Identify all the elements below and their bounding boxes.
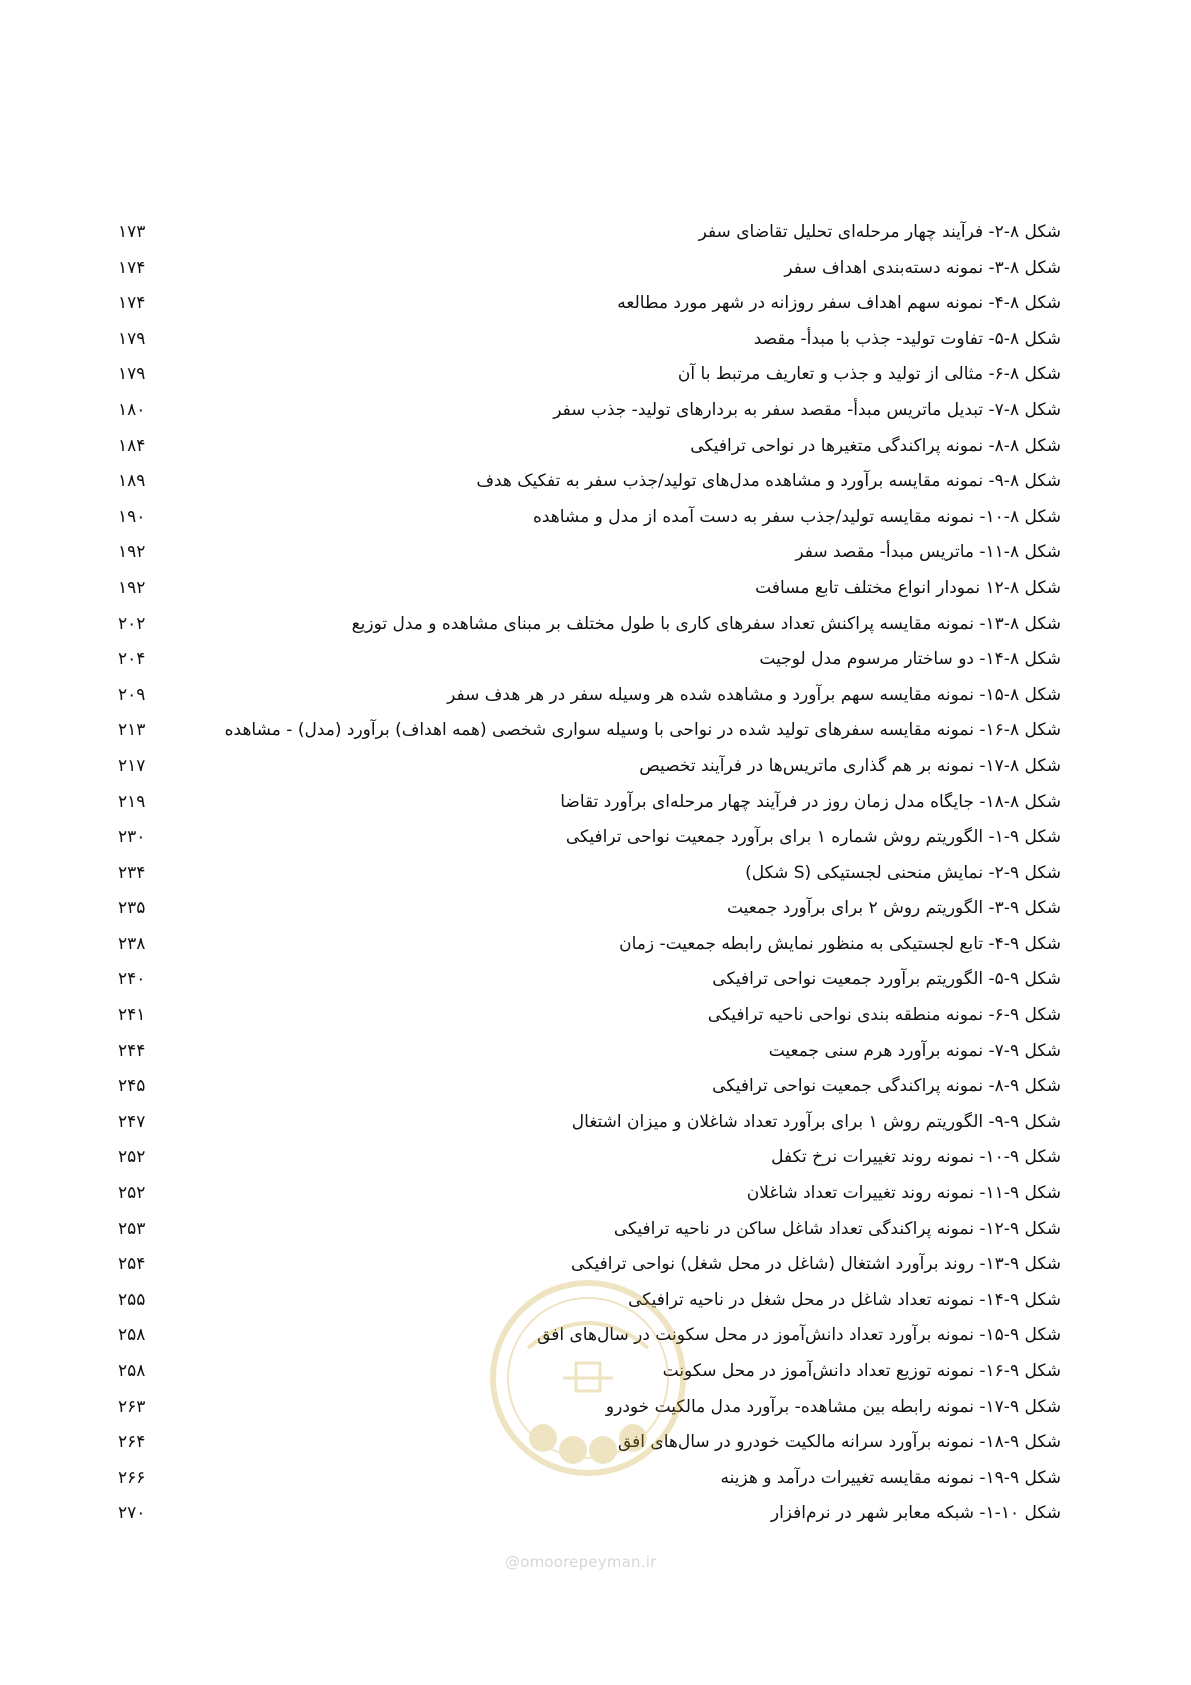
toc-entry[interactable]	[0, 1496, 1191, 1532]
page-number: ۱۷۹	[118, 328, 146, 349]
toc-entry[interactable]	[0, 251, 1191, 287]
toc-entry[interactable]	[0, 678, 1191, 714]
toc-entry[interactable]	[0, 927, 1191, 963]
figure-title: شکل ۸-۱۳- نمونه مقایسه پراکنش تعداد سفرهای کاری با طول مختلف بر مبنای مشاهده و مدل توزیع	[351, 613, 1061, 634]
toc-entry[interactable]	[0, 1034, 1191, 1070]
figure-title: شکل ۸-۱۴- دو ساختار مرسوم مدل لوجیت	[759, 649, 1061, 670]
page-number: ۲۴۰	[118, 969, 146, 990]
page-number: ۱۸۰	[118, 399, 146, 420]
page-number: ۱۹۲	[118, 542, 146, 563]
toc-entry[interactable]	[0, 464, 1191, 500]
figure-title: شکل ۹-۵- الگوریتم برآورد جمعیت نواحی ترافیکی	[712, 969, 1061, 990]
page-number: ۲۷۰	[118, 1503, 146, 1524]
page-number: ۲۵۵	[118, 1289, 146, 1310]
figure-title: شکل ۸-۱۸- جایگاه مدل زمان روز در فرآیند چهار مرحله‌ای برآورد تقاضا	[560, 791, 1061, 812]
page-number: ۲۰۹	[118, 684, 146, 705]
page-number: ۲۳۰	[118, 827, 146, 848]
page-number: ۲۰۲	[118, 613, 146, 634]
page-number: ۲۴۵	[118, 1076, 146, 1097]
page-number: ۱۸۹	[118, 471, 146, 492]
toc-entry[interactable]	[0, 429, 1191, 465]
page-number: ۲۱۳	[118, 720, 146, 741]
page-number: ۲۶۶	[118, 1467, 146, 1488]
figure-title: شکل ۹-۶- نمونه منطقه بندی نواحی ناحیه ترافیکی	[707, 1005, 1061, 1026]
toc-entry[interactable]	[0, 1069, 1191, 1105]
page-number: ۲۴۱	[118, 1005, 146, 1026]
toc-entry[interactable]	[0, 891, 1191, 927]
page-number: ۲۰۴	[118, 649, 146, 670]
page-number: ۲۳۸	[118, 933, 146, 954]
figure-title: شکل ۹-۱۸- نمونه برآورد سرانه مالکیت خودرو در سال‌های افق	[617, 1432, 1061, 1453]
figure-title: شکل ۹-۱۰- نمونه روند تغییرات نرخ تکفل	[771, 1147, 1061, 1168]
page-number: ۲۵۳	[118, 1218, 146, 1239]
page-number: ۲۴۷	[118, 1111, 146, 1132]
figure-title: شکل ۱۰-۱- شبکه معابر شهر در نرم‌افزار	[770, 1503, 1061, 1524]
page-number: ۲۵۴	[118, 1254, 146, 1275]
figure-title: شکل ۸-۱۷- نمونه بر هم گذاری ماتریس‌ها در فرآیند تخصیص	[639, 755, 1061, 776]
toc-entry[interactable]	[0, 785, 1191, 821]
toc-entry[interactable]	[0, 749, 1191, 785]
page-number: ۲۴۴	[118, 1040, 146, 1061]
toc-entry[interactable]	[0, 286, 1191, 322]
page-number: ۲۱۹	[118, 791, 146, 812]
figure-title: شکل ۸-۱۰- نمونه مقایسه تولید/جذب سفر به دست آمده از مدل و مشاهده	[532, 506, 1061, 527]
figure-title: شکل ۸-۶- مثالی از تولید و جذب و تعاریف مرتبط با آن	[677, 364, 1061, 385]
toc-entry[interactable]	[0, 856, 1191, 892]
figure-title: شکل ۹-۱۷- نمونه رابطه بین مشاهده- برآورد مدل مالکیت خودرو	[605, 1396, 1061, 1417]
page-number: ۱۷۳	[118, 222, 146, 242]
page-number: ۲۶۴	[118, 1432, 146, 1453]
figure-title: شکل ۸-۲- فرآیند چهار مرحله‌ای تحلیل تقاضای سفر	[698, 222, 1061, 242]
toc-entry[interactable]	[0, 962, 1191, 998]
figure-title: شکل ۹-۱۶- نمونه توزیع تعداد دانش‌آموز در محل سکونت	[662, 1361, 1061, 1381]
toc-entry[interactable]	[0, 820, 1191, 856]
toc-entry[interactable]	[0, 1212, 1191, 1248]
page-number: ۱۹۰	[118, 506, 146, 527]
figure-title: شکل ۹-۷- نمونه برآورد هرم سنی جمعیت	[768, 1040, 1061, 1061]
figure-title: شکل ۸-۵- تفاوت تولید- جذب با مبدأ- مقصد	[753, 328, 1061, 349]
figure-title: شکل ۹-۲- نمایش منحنی لجستیکی (S شکل)	[745, 862, 1061, 883]
figure-title: شکل ۸-۷- تبدیل ماتریس مبدأ- مقصد سفر به بردارهای تولید- جذب سفر	[553, 399, 1061, 420]
page-number: ۲۵۲	[118, 1183, 146, 1204]
figure-title: شکل ۸-۹- نمونه مقایسه برآورد و مشاهده مدل‌های تولید/جذب سفر به تفکیک هدف	[476, 471, 1061, 492]
figure-title: شکل ۸-۸- نمونه پراکندگی متغیرها در نواحی ترافیکی	[690, 435, 1061, 456]
page-number: ۲۵۸	[118, 1361, 146, 1381]
figure-title: شکل ۸-۴- نمونه سهم اهداف سفر روزانه در شهر مورد مطالعه	[617, 293, 1061, 314]
figure-title: شکل ۸-۱۱- ماتریس مبدأ- مقصد سفر	[795, 542, 1061, 563]
figure-title: شکل ۹-۹- الگوریتم روش ۱ برای برآورد تعداد شاغلان و میزان اشتغال	[571, 1111, 1061, 1132]
toc-entry[interactable]	[0, 1176, 1191, 1212]
toc-entry[interactable]	[0, 215, 1191, 251]
page-number: ۱۷۴	[118, 293, 146, 314]
figure-title: شکل ۹-۱۹- نمونه مقایسه تغییرات درآمد و هزینه	[720, 1467, 1061, 1488]
figure-title: شکل ۹-۱- الگوریتم روش شماره ۱ برای برآورد جمعیت نواحی ترافیکی	[565, 827, 1061, 848]
toc-entry[interactable]	[0, 535, 1191, 571]
page-number: ۱۷۹	[118, 364, 146, 385]
page-number: ۲۶۳	[118, 1396, 146, 1417]
figure-title: شکل ۹-۱۱- نمونه روند تغییرات تعداد شاغلان	[746, 1183, 1061, 1204]
page-number: ۲۳۵	[118, 898, 146, 919]
figure-title: شکل ۸-۱۶- نمونه مقایسه سفرهای تولید شده در نواحی با وسیله سواری شخصی (همه اهداف) برآورد (مدل) - مشاهده	[224, 720, 1061, 741]
toc-entry[interactable]	[0, 357, 1191, 393]
figure-title: شکل ۹-۱۵- نمونه برآورد تعداد دانش‌آموز در محل سکونت در سال‌های افق	[537, 1325, 1061, 1346]
toc-entry[interactable]	[0, 642, 1191, 678]
toc-entry[interactable]	[0, 322, 1191, 358]
figure-title: شکل ۸-۱۵- نمونه مقایسه سهم برآورد و مشاهده شده هر وسیله سفر در هر هدف سفر	[447, 684, 1061, 705]
toc-entry[interactable]	[0, 1140, 1191, 1176]
toc-entry[interactable]	[0, 571, 1191, 607]
figure-title: شکل ۹-۸- نمونه پراکندگی جمعیت نواحی ترافیکی	[712, 1076, 1061, 1097]
page-number: ۲۱۷	[118, 755, 146, 776]
page-number: ۱۹۲	[118, 577, 146, 598]
figure-title: شکل ۸-۱۲ نمودار انواع مختلف تابع مسافت	[755, 577, 1061, 598]
figure-title: شکل ۹-۱۲- نمونه پراکندگی تعداد شاغل ساکن در ناحیه ترافیکی	[613, 1218, 1061, 1239]
figure-title: شکل ۸-۳- نمونه دسته‌بندی اهداف سفر	[784, 257, 1061, 278]
figure-title: شکل ۹-۱۴- نمونه تعداد شاغل در محل شغل در ناحیه ترافیکی	[628, 1289, 1061, 1310]
watermark-logo	[488, 1268, 688, 1488]
page-number: ۲۵۲	[118, 1147, 146, 1168]
toc-entry[interactable]	[0, 607, 1191, 643]
figure-title: شکل ۹-۱۳- روند برآورد اشتغال (شاغل در محل شغل) نواحی ترافیکی	[570, 1254, 1061, 1275]
page-number: ۲۳۴	[118, 862, 146, 883]
figure-title: شکل ۹-۳- الگوریتم روش ۲ برای برآورد جمعیت	[726, 898, 1061, 919]
toc-entry[interactable]	[0, 998, 1191, 1034]
toc-entry[interactable]	[0, 500, 1191, 536]
page-number: ۲۵۸	[118, 1325, 146, 1346]
toc-entry[interactable]	[0, 1105, 1191, 1141]
watermark-text: @omoorepeyman.ir	[505, 1553, 657, 1571]
page-number: ۱۸۴	[118, 435, 146, 456]
toc-entry[interactable]	[0, 393, 1191, 429]
page-number: ۱۷۴	[118, 257, 146, 278]
figure-title: شکل ۹-۴- تابع لجستیکی به منظور نمایش رابطه جمعیت- زمان	[619, 933, 1061, 954]
toc-entry[interactable]	[0, 713, 1191, 749]
